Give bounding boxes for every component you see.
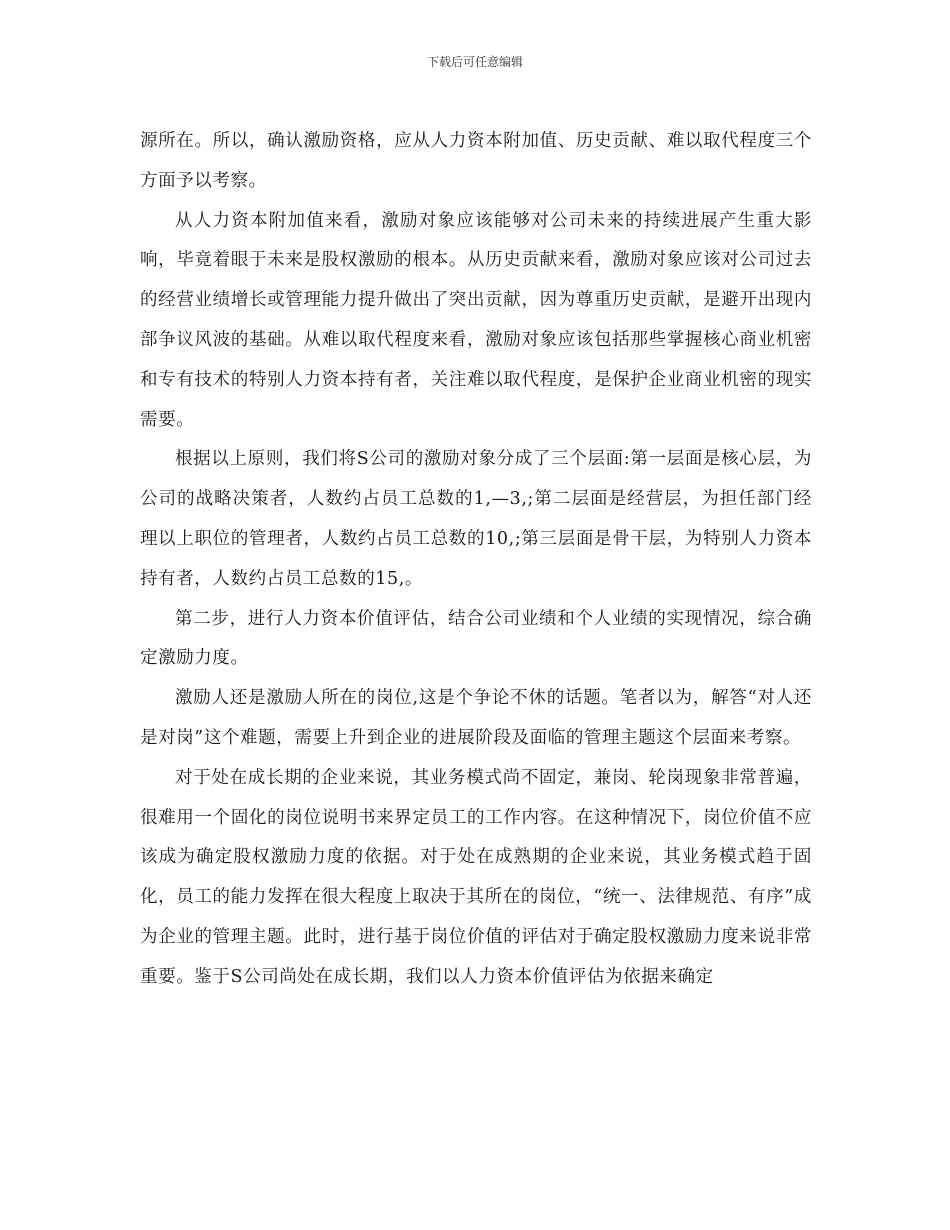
paragraph-person-or-post: 激励人还是激励人所在的岗位,这是个争论不休的话题。笔者以为，解答“对人还是对岗”这个难题，需要上升到企业的进展阶段及面临的管理主题这个层面来考察。	[140, 688, 812, 748]
page-header-note: 下载后可任意编辑	[426, 55, 523, 69]
document-body	[140, 122, 812, 998]
paragraph-step-two: 第二步，进行人力资本价值评估，结合公司业绩和个人业绩的实现情况，综合确定激励力度。	[140, 608, 812, 669]
paragraph-growth-stage: 对于处在成长期的企业来说，其业务模式尚不固定，兼岗、轮岗现象非常普遍，很难用一个固化的岗位说明书来界定员工的工作内容。在这种情况下，岗位价值不应该成为确定股权激励力度的依据。对于处在成熟期的企业来说，其业务模式趋于固化，员工的能力发挥在很大程度上取决于其所在的岗位，“统一、法律规范、有序”成为企业的管理主题。此时，进行基于岗位价值的评估对于确定股权激励力度来说非常重要。鉴于S公司尚处在成长期，我们以人力资本价值评估为依据来确定	[140, 767, 812, 987]
paragraph-incentive-levels: 根据以上原则，我们将S公司的激励对象分成了三个层面:第一层面是核心层，为公司的战略决策者，人数约占员工总数的1,—3,;第二层面是经营层，为担任部门经理以上职位的管理者，人数约占员工总数的10,;第三层面是骨干层，为特别人力资本持有者，人数约占员工总数的15,。	[140, 449, 812, 589]
paragraph-continuation: 源所在。所以，确认激励资格，应从人力资本附加值、历史贡献、难以取代程度三个方面予以考察。	[140, 131, 812, 191]
paragraph-human-capital: 从人力资本附加值来看，激励对象应该能够对公司未来的持续进展产生重大影响，毕竟着眼于未来是股权激励的根本。从历史贡献来看，激励对象应该对公司过去的经营业绩增长或管理能力提升做出了突出贡献，因为尊重历史贡献，是避开出现内部争议风波的基础。从难以取代程度来看，激励对象应该包括那些掌握核心商业机密和专有技术的特别人力资本持有者，关注难以取代程度，是保护企业商业机密的现实需要。	[140, 210, 812, 430]
